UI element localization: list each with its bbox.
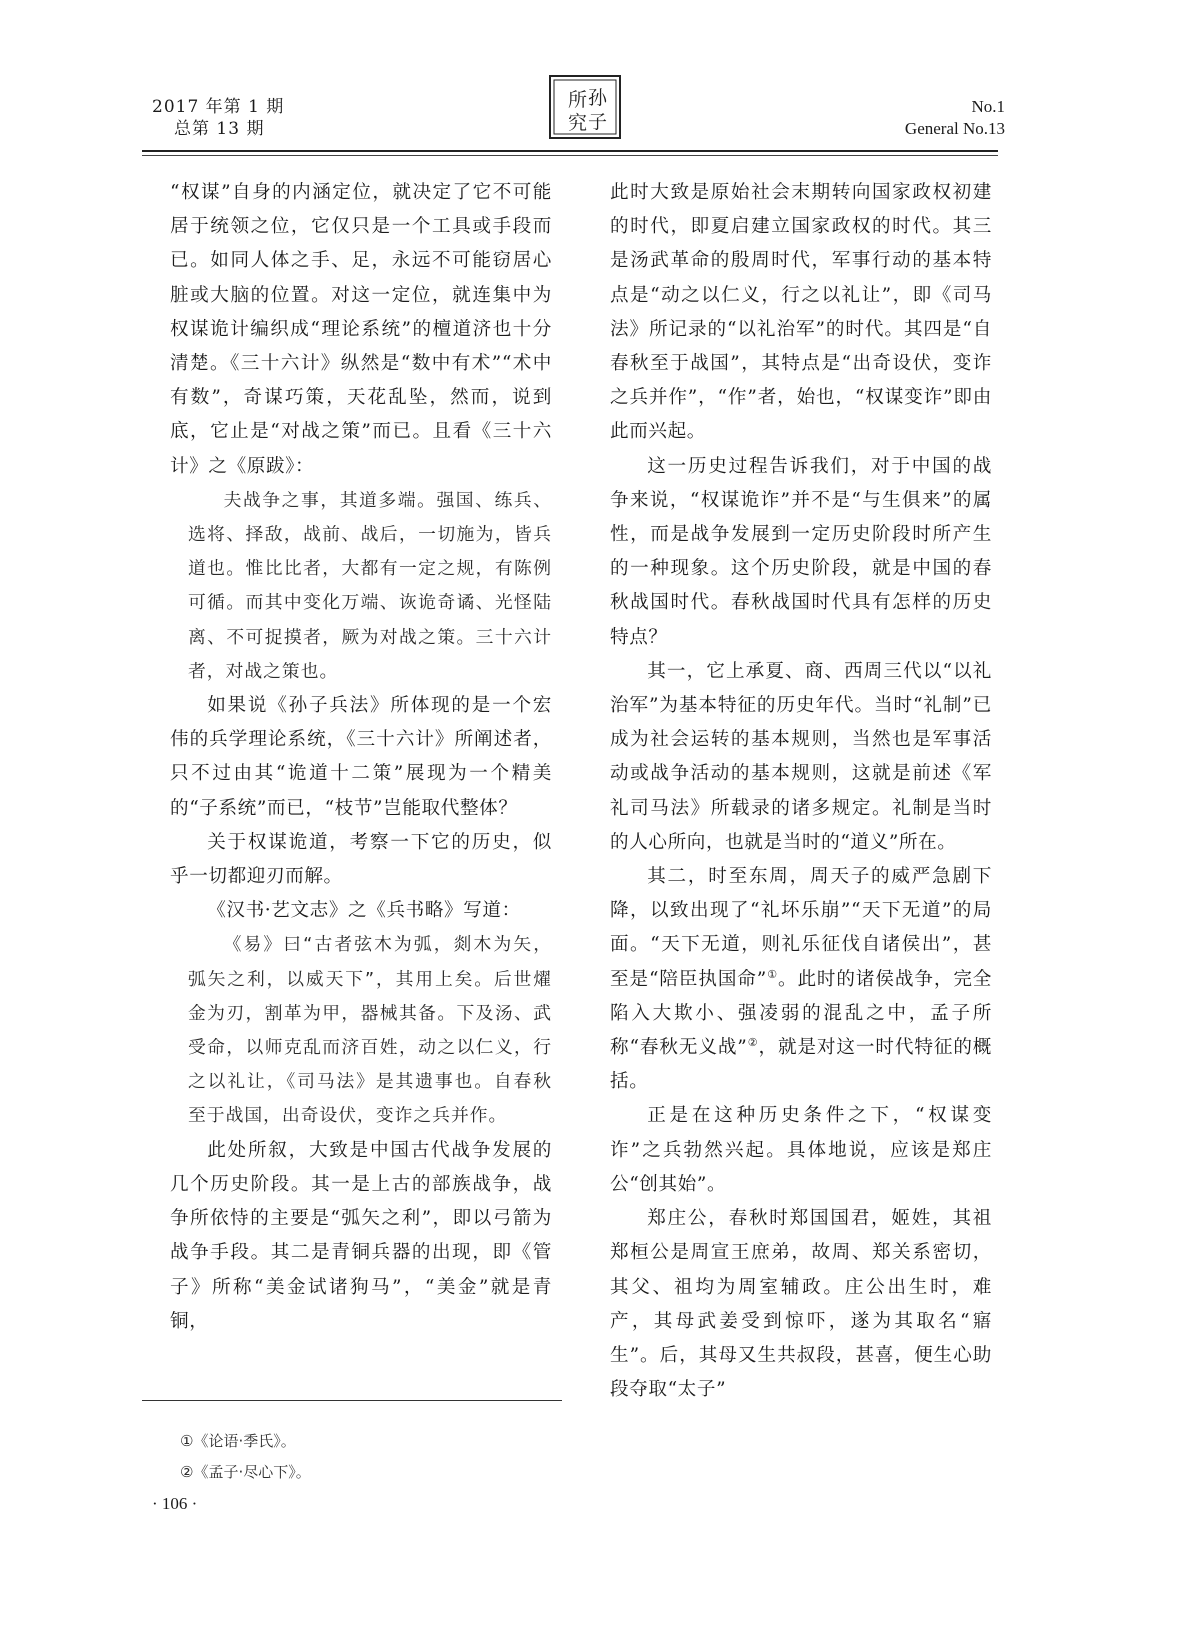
paragraph: 如果说《孙子兵法》所体现的是一个宏伟的兵学理论系统，《三十六计》所阐述者，只不过由其“诡道十二策”展现为一个精美的“子系统”而已，“枝节”岂能取代整体？ xyxy=(170,695,552,819)
footnote-rule xyxy=(142,1400,562,1401)
total-issue: 总第 13 期 xyxy=(174,119,265,139)
left-column xyxy=(170,176,552,1339)
journal-logo xyxy=(548,74,622,140)
year-issue: 2017 年第 1 期 xyxy=(152,97,285,117)
issue-number-en xyxy=(905,96,1005,140)
block-quote: 夫战争之事，其道多端。强国、练兵、选将、择敌，战前、战后，一切施为，皆兵道也。惟比比者，大都有一定之规，有陈例可循。而其中变化万端、诙诡奇谲、光怪陆离、不可捉摸者，厥为对战之策。三十六计者，对战之策也。 xyxy=(188,489,552,682)
paragraph: “权谋”自身的内涵定位，就决定了它不可能居于统领之位，它仅只是一个工具或手段而已。如同人体之手、足，永远不可能窃居心脏或大脑的位置。对这一定位，就连集中为权谋诡计编织成“理论系统”的檀道济也十分清楚。《三十六计》纵然是“数中有术”“术中有数”，奇谋巧策，天花乱坠，然而，说到底，它止是“对战之策”而已。且看《三十六计》之《原跋》： xyxy=(170,182,552,477)
footnotes xyxy=(180,1426,311,1488)
block-quote: 《易》曰“古者弦木为弧，剡木为矢，弧矢之利，以威天下”，其用上矣。后世燿金为刃，割革为甲，器械其备。下及汤、武受命，以师克乱而济百姓，动之以仁义，行之以礼让，《司马法》是其遗事也。自春秋至于战国，出奇设伏，变诈之兵并作。 xyxy=(188,934,552,1127)
paragraph: 其一，它上承夏、商、西周三代以“以礼治军”为基本特征的历史年代。当时“礼制”已成为社会运转的基本规则，当然也是军事活动或战争活动的基本规则，这就是前述《军礼司马法》所载录的诸多规定。礼制是当时的人心所向，也就是当时的“道义”所在。 xyxy=(610,660,992,853)
no-label: No.1 xyxy=(971,97,1005,116)
paragraph: 这一历史过程告诉我们，对于中国的战争来说，“权谋诡诈”并不是“与生俱来”的属性，而是战争发展到一定历史阶段时所产生的一种现象。这个历史阶段，就是中国的春秋战国时代。春秋战国时代具有怎样的历史特点？ xyxy=(610,455,992,648)
text-segment: ，就是对这一时代特征的概括。 xyxy=(610,1037,992,1093)
paragraph: 关于权谋诡道，考察一下它的历史，似乎一切都迎刃而解。 xyxy=(170,831,552,888)
svg-text:子: 子 xyxy=(588,111,608,133)
issue-info xyxy=(152,96,284,140)
paragraph: 此处所叙，大致是中国古代战争发展的几个历史阶段。其一是上古的部族战争，战争所依恃的主要是“弧矢之利”，即以弓箭为战争手段。其二是青铜兵器的出现，即《管子》所称“美金试诸狗马”，“美金”就是青铜， xyxy=(170,1139,552,1332)
footnote: ②《孟子·尽心下》。 xyxy=(180,1463,311,1481)
svg-text:究: 究 xyxy=(568,112,588,134)
paragraph xyxy=(610,860,992,1099)
footnote-ref[interactable]: ① xyxy=(766,967,778,981)
footnote-ref[interactable]: ② xyxy=(747,1035,759,1049)
svg-text:所: 所 xyxy=(568,89,588,111)
header-rule xyxy=(142,150,998,152)
header-rule-thin xyxy=(142,155,998,156)
svg-text:孙: 孙 xyxy=(588,87,608,109)
paragraph: 此时大致是原始社会末期转向国家政权初建的时代，即夏启建立国家政权的时代。其三是汤武革命的殷周时代，军事行动的基本特点是“动之以仁义，行之以礼让”，即《司马法》所记录的“以礼治军”的时代。其四是“自春秋至于战国”，其特点是“出奇设伏，变诈之兵并作”，“作”者，始也，“权谋变诈”即由此而兴起。 xyxy=(610,182,992,443)
paragraph: 郑庄公，春秋时郑国国君，姬姓，其祖郑桓公是周宣王庶弟，故周、郑关系密切，其父、祖均为周室辅政。庄公出生时，难产，其母武姜受到惊吓，遂为其取名“寤生”。后，其母又生共叔段，甚喜，便生心助段夺取“太子” xyxy=(610,1208,992,1401)
paragraph: 《汉书·艺文志》之《兵书略》写道： xyxy=(207,900,521,922)
text-segment: 。此时的诸侯战争，完全陷入大欺小、强凌弱的混乱之中，孟子所称“春秋无义战” xyxy=(610,968,992,1059)
right-column xyxy=(610,176,992,1407)
page-number: · 106 · xyxy=(152,1494,198,1513)
footnote: ①《论语·季氏》。 xyxy=(180,1432,296,1450)
general-no-label: General No.13 xyxy=(904,119,1005,138)
paragraph: 正是在这种历史条件之下，“权谋变诈”之兵勃然兴起。具体地说，应该是郑庄公“创其始”。 xyxy=(610,1105,992,1195)
text-segment: 其二，时至东周，周天子的威严急剧下降，以致出现了“礼坏乐崩”“天下无道”的局面。“天下无道，则礼乐征伐自诸侯出”，甚至是“陪臣执国命” xyxy=(610,866,992,990)
